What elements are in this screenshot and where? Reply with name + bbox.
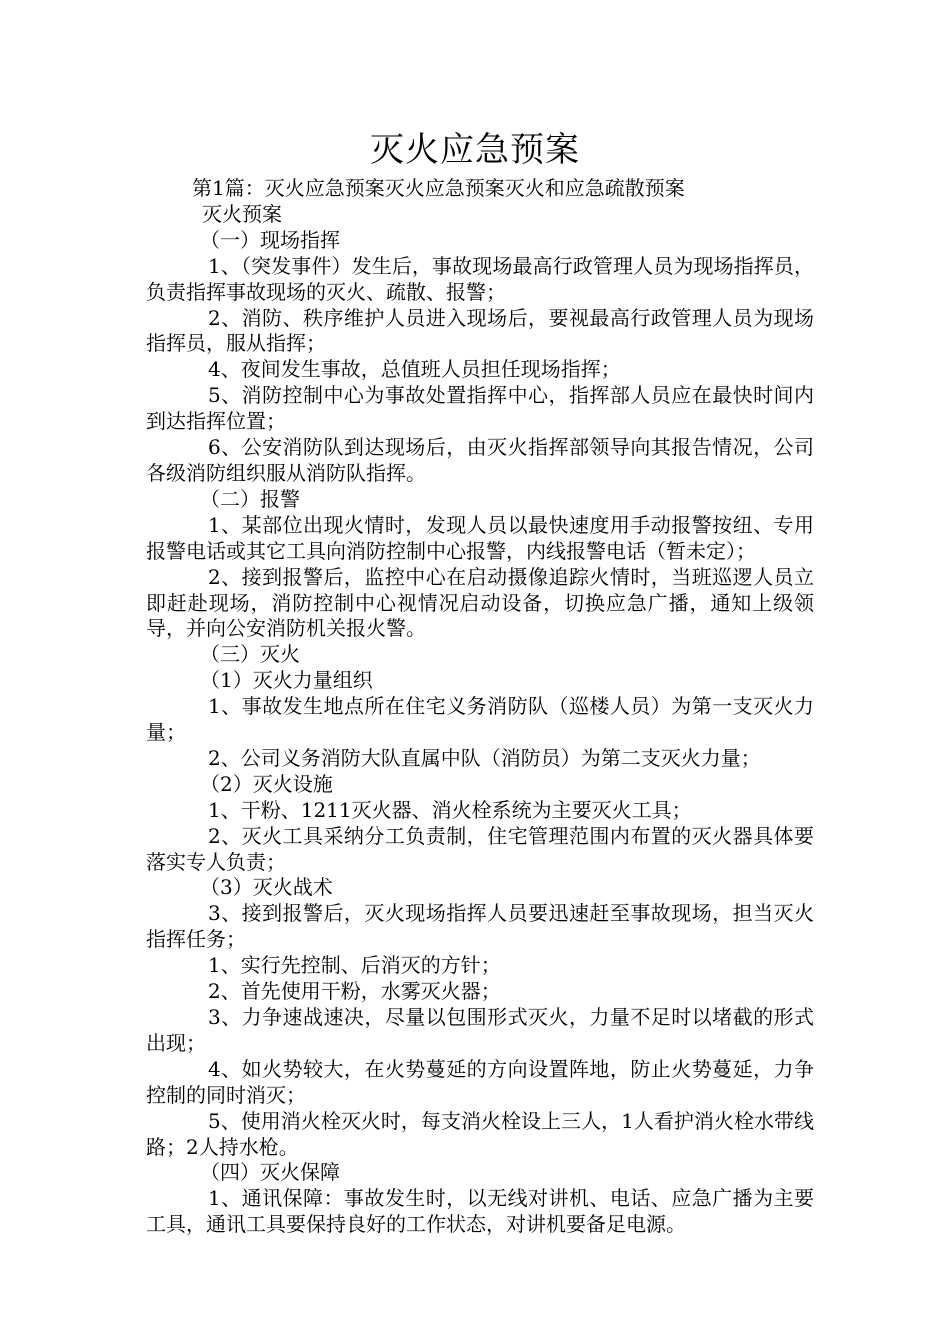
paragraph: 2、公司义务消防大队直属中队（消防员）为第二支灭火力量； [208,745,761,770]
paragraph: 5、使用消火栓灭火时，每支消火栓设上三人，1人看护消火栓水带线路；2人持水枪。 [146,1108,814,1159]
paragraph: 4、如火势较大，在火势蔓延的方向设置阵地，防止火势蔓延，力争控制的同时消灭； [146,1056,814,1107]
document-body [146,176,814,1238]
subheading: （3）灭火战术 [200,875,333,900]
subheading: （一）现场指挥 [200,227,340,252]
paragraph: 3、力争速战速决，尽量以包围形式灭火，力量不足时以堵截的形式出现； [146,1005,814,1055]
subheading: （二）报警 [200,486,300,511]
paragraph: 2、消防、秩序维护人员进入现场后，要视最高行政管理人员为现场指挥员，服从指挥； [146,305,814,356]
paragraph: 4、夜间发生事故，总值班人员担任现场指挥； [208,357,621,382]
paragraph: 1、实行先控制、后消灭的方针； [208,953,501,978]
subheading: （2）灭火设施 [200,771,333,796]
paragraph: 2、接到报警后，监控中心在启动摄像追踪火情时，当班巡逻人员立即赶赴现场，消防控制中心视情况启动设备，切换应急广播，通知上级领导，并向公安消防机关报火警。 [146,564,814,641]
document-subtitle: 第1篇：灭火应急预案灭火应急预案灭火和应急疏散预案 [192,176,685,200]
document-title: 灭火应急预案 [370,130,580,170]
paragraph: 1、干粉、1211灭火器、消火栓系统为主要灭火工具； [208,797,692,822]
paragraph: 2、首先使用干粉，水雾灭火器； [208,979,501,1004]
paragraph: 6、公安消防队到达现场后，由灭火指挥部领导向其报告情况，公司各级消防组织服从消防队指挥。 [146,435,814,485]
paragraph: 3、接到报警后，灭火现场指挥人员要迅速赶至事故现场，担当灭火指挥任务； [146,901,814,952]
paragraph: 2、灭火工具采纳分工负责制，住宅管理范围内布置的灭火器具体要落实专人负责； [146,823,814,874]
paragraph: 1、某部位出现火情时，发现人员以最快速度用手动报警按纽、专用报警电话或其它工具向消防控制中心报警，内线报警电话（暂未定）； [146,512,814,563]
paragraph: 1、事故发生地点所在住宅义务消防队（巡楼人员）为第一支灭火力量； [146,694,814,745]
paragraph: 1、通讯保障：事故发生时，以无线对讲机、电话、应急广播为主要工具，通讯工具要保持良好的工作状态，对讲机要备足电源。 [146,1186,814,1237]
paragraph: 5、消防控制中心为事故处置指挥中心，指挥部人员应在最快时间内到达指挥位置； [146,383,814,434]
subheading: （四）灭火保障 [200,1160,340,1185]
subheading: （1）灭火力量组织 [200,668,373,693]
subheading: （三）灭火 [200,642,300,667]
section-heading: 灭火预案 [202,201,282,226]
paragraph: 1、（突发事件）发生后，事故现场最高行政管理人员为现场指挥员，负责指挥事故现场的灭火、疏散、报警； [146,253,814,304]
